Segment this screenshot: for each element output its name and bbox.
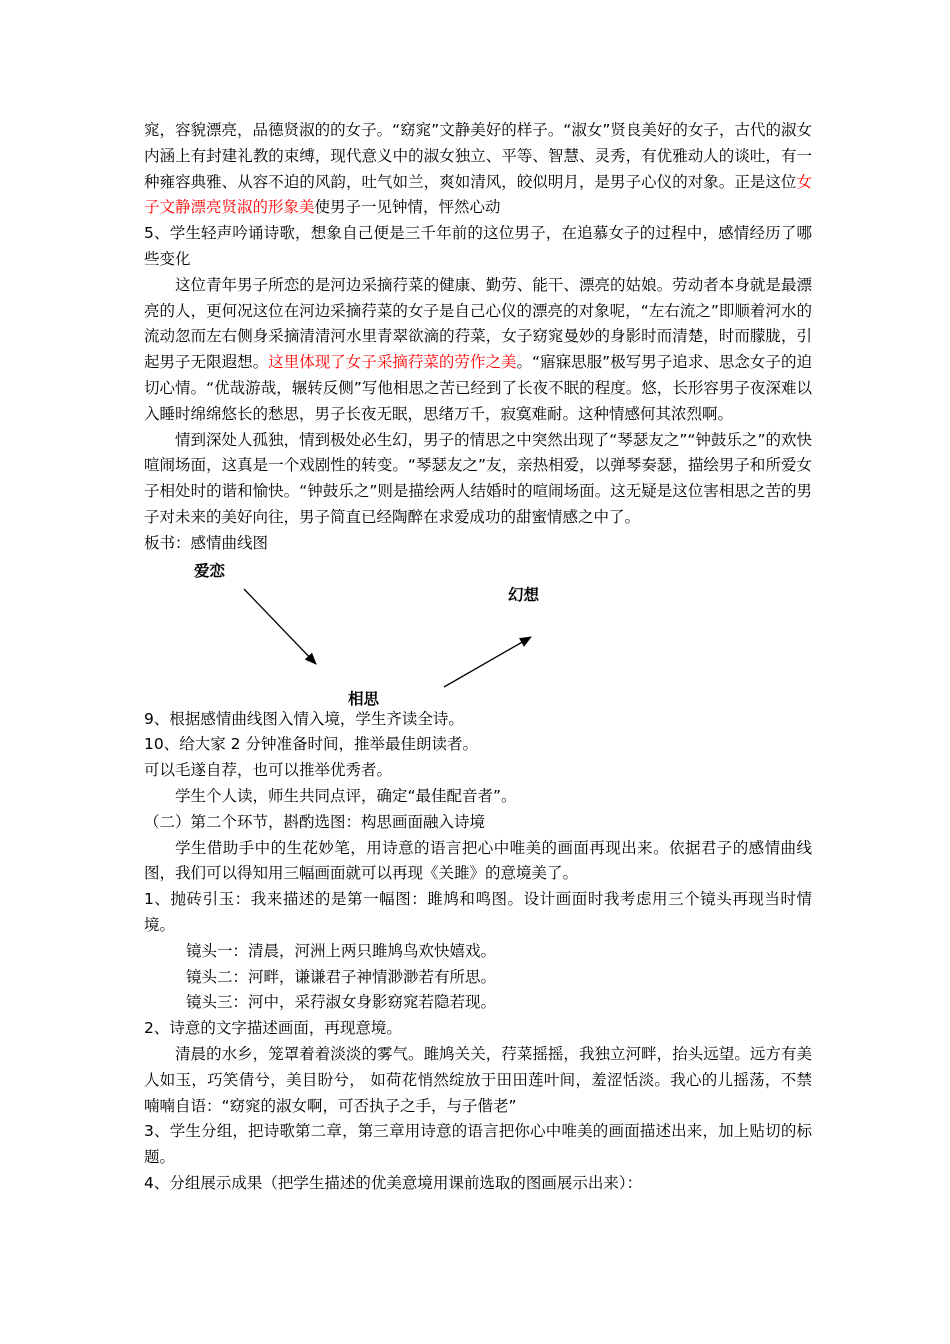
step-3: 3、学生分组，把诗歌第二章，第三章用诗意的语言把你心中唯美的画面描述出来，加上贴切的标题。 xyxy=(144,1122,812,1167)
item-9: 9、根据感情曲线图入情入境，学生齐读全诗。 xyxy=(144,709,464,728)
node-love: 爱恋 xyxy=(194,561,226,580)
emotion-curve-diagram xyxy=(144,557,812,707)
lens-2: 镜头二：河畔，谦谦君子神情渺渺若有所思。 xyxy=(186,967,497,986)
line-evaluation: 学生个人读，师生共同点评，确定“最佳配音者”。 xyxy=(175,786,517,805)
highlight-image-beauty: 女子文静漂亮贤淑的形象美 xyxy=(144,172,812,217)
item-10: 10、给大家 2 分钟准备时间，推举最佳朗读者。 xyxy=(144,735,478,754)
step-2: 2、诗意的文字描述画面，再现意境。 xyxy=(144,1019,402,1038)
paragraph-lover: 这位青年男子所恋的是河边采摘荇菜的健康、勤劳、能干、漂亮的姑娘。劳动者本身就是最漂亮的人，更何况这位在河边采摘荇菜的女子是自己心仪的漂亮的对象呢，“左右流之”即顺着河水的流动忽而左右侧身采摘清清河水里青翠欲滴的荇菜，女子窈窕曼妙的身影时而清楚，时而朦胧，引起男子无限遐想。这里体现了女子采摘荇菜的劳作之美。“寤寐思服”极写男子追求、思念女子的迫切心情。“优哉游哉，辗转反侧”写他相思之苦已经到了长夜不眠的程度。悠，长形容男子夜深难以入睡时绵绵悠长的愁思，男子长夜无眠，思绪万千，寂寞难耐。这种情感何其浓烈啊。 xyxy=(144,275,812,423)
section-2-heading: （二）第二个环节，斟酌选图：构思画面融入诗境 xyxy=(144,812,486,831)
lens-1: 镜头一：清晨，河洲上两只雎鸠鸟欢快嬉戏。 xyxy=(186,941,497,960)
paragraph-shunu: 窕，容貌漂亮，品德贤淑的的女子。“窈窕”文静美好的样子。“淑女”贤良美好的女子，古代的淑女内涵上有封建礼教的束缚，现代意义中的淑女独立、平等、智慧、灵秀，有优雅动人的谈吐，有一种雍容典雅、从容不迫的风韵，吐气如兰，爽如清风，皎似明月，是男子心仪的对象。正是这位女子文静漂亮贤淑的形象美使男子一见钟情，怦然心动 xyxy=(144,121,812,217)
arrow-love-to-longing xyxy=(244,589,316,664)
paragraph-three-scenes: 学生借助手中的生花妙笔，用诗意的语言把心中唯美的画面再现出来。依据君子的感情曲线图，我们可以得知用三幅画面就可以再现《关雎》的意境美了。 xyxy=(144,838,812,883)
emotion-curve-svg xyxy=(144,557,812,707)
line-self-recommend: 可以毛遂自荐，也可以推举优秀者。 xyxy=(144,761,393,780)
item-5: 5、学生轻声吟诵诗歌，想象自己便是三千年前的这位男子，在追慕女子的过程中，感情经历了哪些变化 xyxy=(144,224,812,268)
step-4: 4、分组展示成果（把学生描述的优美意境用课前选取的图画展示出来）： xyxy=(144,1173,643,1192)
paragraph-fantasy: 情到深处人孤独，情到极处必生幻，男子的情思之中突然出现了“琴瑟友之”“钟鼓乐之”的欢快喧闹场面，这真是一个戏剧性的转变。“琴瑟友之”友，亲热相爱，以弹琴奏瑟，描绘男子和所爱女子相处时的谐和愉快。“钟鼓乐之”则是描绘两人结婚时的喧闹场面。这无疑是这位害相思之苦的男子对未来的美好向往，男子简直已经陶醉在求爱成功的甜蜜情感之中了。 xyxy=(144,430,812,526)
lens-3: 镜头三：河中，采荇淑女身影窈窕若隐若现。 xyxy=(186,993,497,1012)
node-longing: 相思 xyxy=(348,689,380,708)
node-fantasy: 幻想 xyxy=(508,585,540,604)
document-body xyxy=(144,118,812,1197)
board-title: 板书：感情曲线图 xyxy=(144,533,269,552)
paragraph-scene-description: 清晨的水乡，笼罩着着淡淡的雾气。雎鸠关关，荇菜摇摇，我独立河畔，抬头远望。远方有美人如玉，巧笑倩兮，美目盼兮， 如荷花悄然绽放于田田莲叶间，羞涩恬淡。我心的儿摇荡，不禁喃喃自语：“窈窕的淑女啊，可否执子之手，与子偕老” xyxy=(144,1044,812,1115)
step-1: 1、抛砖引玉：我来描述的是第一幅图：雎鸠和鸣图。设计画面时我考虑用三个镜头再现当时情境。 xyxy=(144,890,812,934)
arrow-longing-to-fantasy xyxy=(444,637,531,687)
highlight-labor-beauty: 这里体现了女子采摘荇菜的劳作之美 xyxy=(268,353,517,372)
